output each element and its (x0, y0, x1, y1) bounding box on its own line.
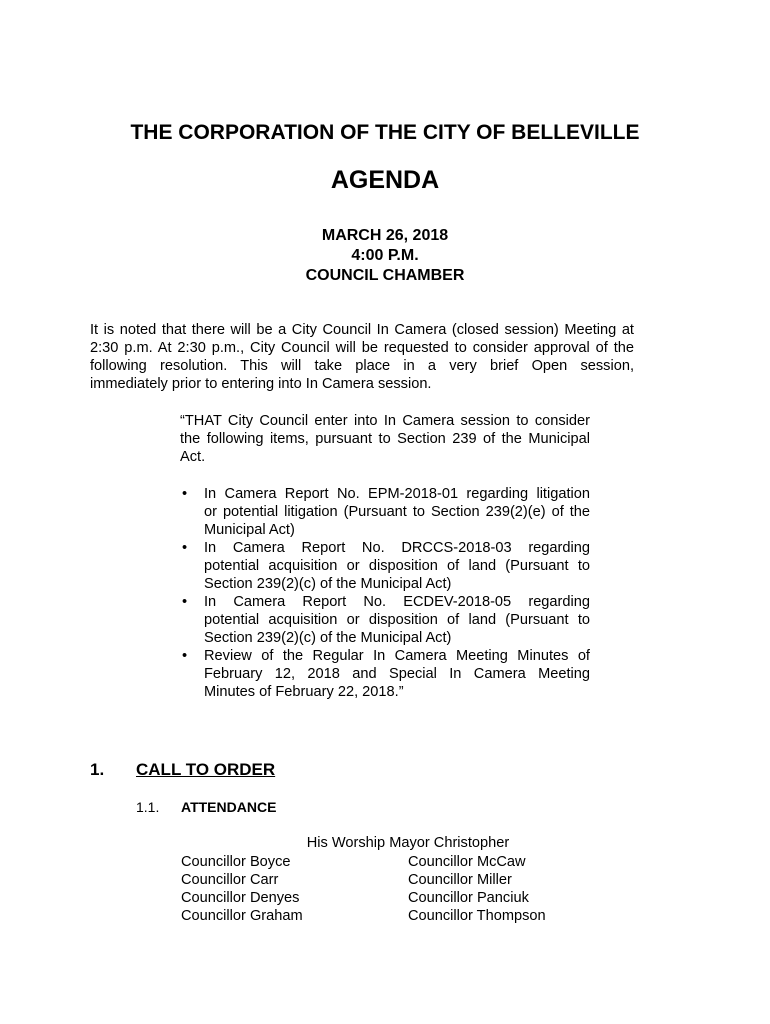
bullet-icon: • (182, 648, 188, 664)
list-item (180, 539, 590, 593)
organization-title: THE CORPORATION OF THE CITY OF BELLEVILLE (130, 121, 640, 144)
intro-line: It is noted that there will be a City Council In Camera (closed session) Meeting at (90, 322, 634, 338)
list-item-line: In Camera Report No. DRCCS-2018-03 regarding (204, 540, 590, 556)
meeting-location: COUNCIL CHAMBER (305, 267, 465, 284)
in-camera-items-list (180, 485, 590, 701)
resolution-line: “THAT City Council enter into In Camera session to consider (180, 413, 590, 429)
meeting-time: 4:00 P.M. (351, 247, 419, 264)
list-item-line: potential acquisition or disposition of land (Pursuant to (204, 612, 590, 628)
councillor-name: Councillor Graham (181, 908, 303, 924)
councillor-name: Councillor Denyes (181, 890, 300, 906)
document-type-title: AGENDA (330, 166, 440, 194)
resolution-line: the following items, pursuant to Section 239 of the Municipal (180, 431, 590, 447)
list-item (180, 593, 590, 647)
list-item-line: Section 239(2)(c) of the Municipal Act) (204, 576, 452, 592)
list-item-line: Section 239(2)(c) of the Municipal Act) (204, 630, 452, 646)
list-item-line: In Camera Report No. ECDEV-2018-05 regarding (204, 594, 590, 610)
bullet-icon: • (182, 594, 188, 610)
resolution-paragraph (180, 412, 590, 466)
list-item-line: or potential litigation (Pursuant to Section 239(2)(e) of the (204, 504, 590, 520)
councillor-name: Councillor Panciuk (408, 890, 529, 906)
subsection-title: ATTENDANCE (181, 799, 277, 815)
councillor-name: Councillor Thompson (408, 908, 546, 924)
bullet-icon: • (182, 540, 188, 556)
intro-line: 2:30 p.m. At 2:30 p.m., City Council will be requested to consider approval of the (90, 340, 634, 356)
section-number: 1. (90, 760, 105, 779)
councillors-right-column (408, 853, 546, 925)
list-item-line: Minutes of February 22, 2018.” (204, 684, 404, 700)
councillor-name: Councillor McCaw (408, 854, 526, 870)
subsection-number: 1.1. (136, 799, 160, 815)
mayor-name: His Worship Mayor Christopher (306, 835, 510, 851)
list-item (180, 647, 590, 701)
councillor-name: Councillor Carr (181, 872, 279, 888)
councillor-name: Councillor Boyce (181, 854, 291, 870)
intro-line: immediately prior to entering into In Camera session. (90, 376, 432, 392)
list-item-line: Review of the Regular In Camera Meeting Minutes of (204, 648, 590, 664)
list-item-line: Municipal Act) (204, 522, 295, 538)
list-item-line: February 12, 2018 and Special In Camera Meeting (204, 666, 590, 682)
councillor-name: Councillor Miller (408, 872, 512, 888)
list-item (180, 485, 590, 539)
meeting-details (0, 226, 770, 286)
list-item-line: In Camera Report No. EPM-2018-01 regarding litigation (204, 486, 590, 502)
list-item-line: potential acquisition or disposition of land (Pursuant to (204, 558, 590, 574)
resolution-line: Act. (180, 449, 206, 465)
bullet-icon: • (182, 486, 188, 502)
section-title: CALL TO ORDER (136, 760, 276, 779)
intro-line: following resolution. This will take place in a very brief Open session, (90, 358, 634, 374)
councillors-left-column (181, 853, 303, 925)
intro-paragraph (90, 321, 634, 393)
meeting-date: MARCH 26, 2018 (321, 227, 449, 244)
